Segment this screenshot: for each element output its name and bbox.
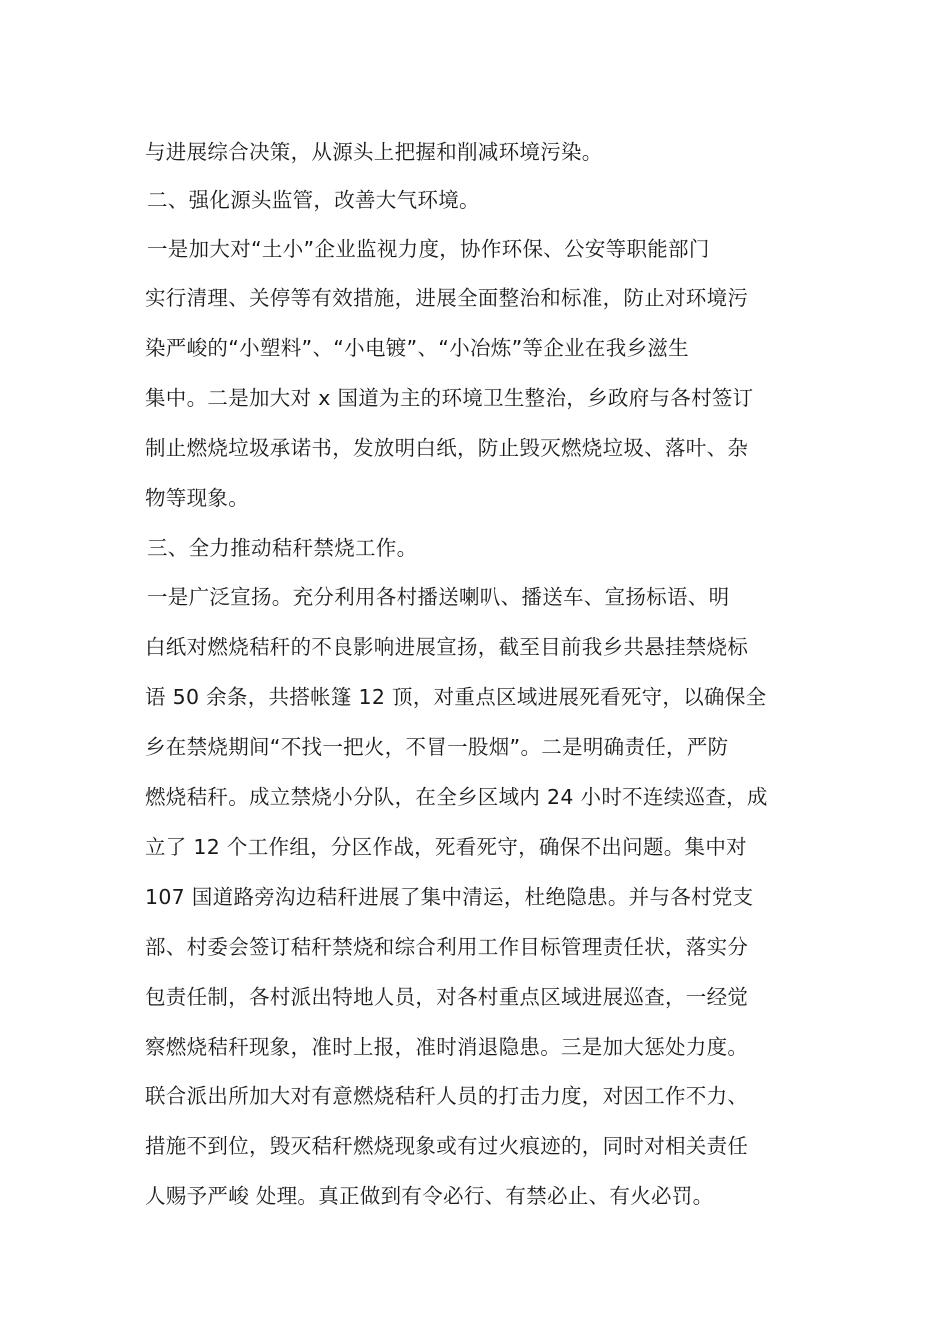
text-line-21: 措施不到位，毁灭秸秆燃烧现象或有过火痕迹的，同时对相关责任 <box>145 1134 749 1158</box>
text-line-19: 察燃烧秸秆现象，准时上报，准时消退隐患。三是加大惩处力度。 <box>145 1035 749 1059</box>
text-line-17: 部、村委会签订秸秆禁烧和综合利用工作目标管理责任状，落实分 <box>145 935 749 959</box>
text-line-12: 语 50 余条，共搭帐篷 12 顶，对重点区域进展死看死守，以确保全 <box>145 685 767 709</box>
text-line-14: 燃烧秸秆。成立禁烧小分队，在全乡区域内 24 小时不连续巡查，成 <box>145 785 768 809</box>
text-line-16: 107 国道路旁沟边秸秆进展了集中清运，杜绝隐患。并与各村党支 <box>145 885 754 909</box>
text-line-20: 联合派出所加大对有意燃烧秸秆人员的打击力度，对因工作不力、 <box>145 1084 749 1108</box>
section-heading-3: 三、全力推动秸秆禁烧工作。 <box>147 536 418 560</box>
text-line-10: 一是广泛宣扬。充分利用各村播送喇叭、播送车、宣扬标语、明 <box>147 585 730 609</box>
text-line-13: 乡在禁烧期间“不找一把火，不冒一股烟”。二是明确责任，严防 <box>145 735 729 759</box>
text-line-1: 与进展综合决策，从源头上把握和削减环境污染。 <box>145 140 603 164</box>
text-line-11: 白纸对燃烧秸秆的不良影响进展宣扬，截至目前我乡共悬挂禁烧标 <box>145 635 749 659</box>
text-line-7: 制止燃烧垃圾承诺书，发放明白纸，防止毁灭燃烧垃圾、落叶、杂 <box>145 436 749 460</box>
text-line-22: 人赐予严峻 处理。真正做到有令必行、有禁必止、有火必罚。 <box>145 1184 714 1208</box>
text-line-5: 染严峻的“小塑料”、“小电镀”、“小冶炼”等企业在我乡滋生 <box>145 336 689 360</box>
text-line-8: 物等现象。 <box>145 486 249 510</box>
text-line-4: 实行清理、关停等有效措施，进展全面整治和标准，防止对环境污 <box>145 286 749 310</box>
section-heading-2: 二、强化源头监管，改善大气环境。 <box>147 188 480 212</box>
text-line-6: 集中。二是加大对 x 国道为主的环境卫生整治，乡政府与各村签订 <box>145 386 754 410</box>
text-line-3: 一是加大对“土小”企业监视力度，协作环保、公安等职能部门 <box>147 237 710 261</box>
text-line-18: 包责任制，各村派出特地人员，对各村重点区域进展巡查，一经觉 <box>145 985 749 1009</box>
text-line-15: 立了 12 个工作组，分区作战，死看死守，确保不出问题。集中对 <box>145 835 747 859</box>
